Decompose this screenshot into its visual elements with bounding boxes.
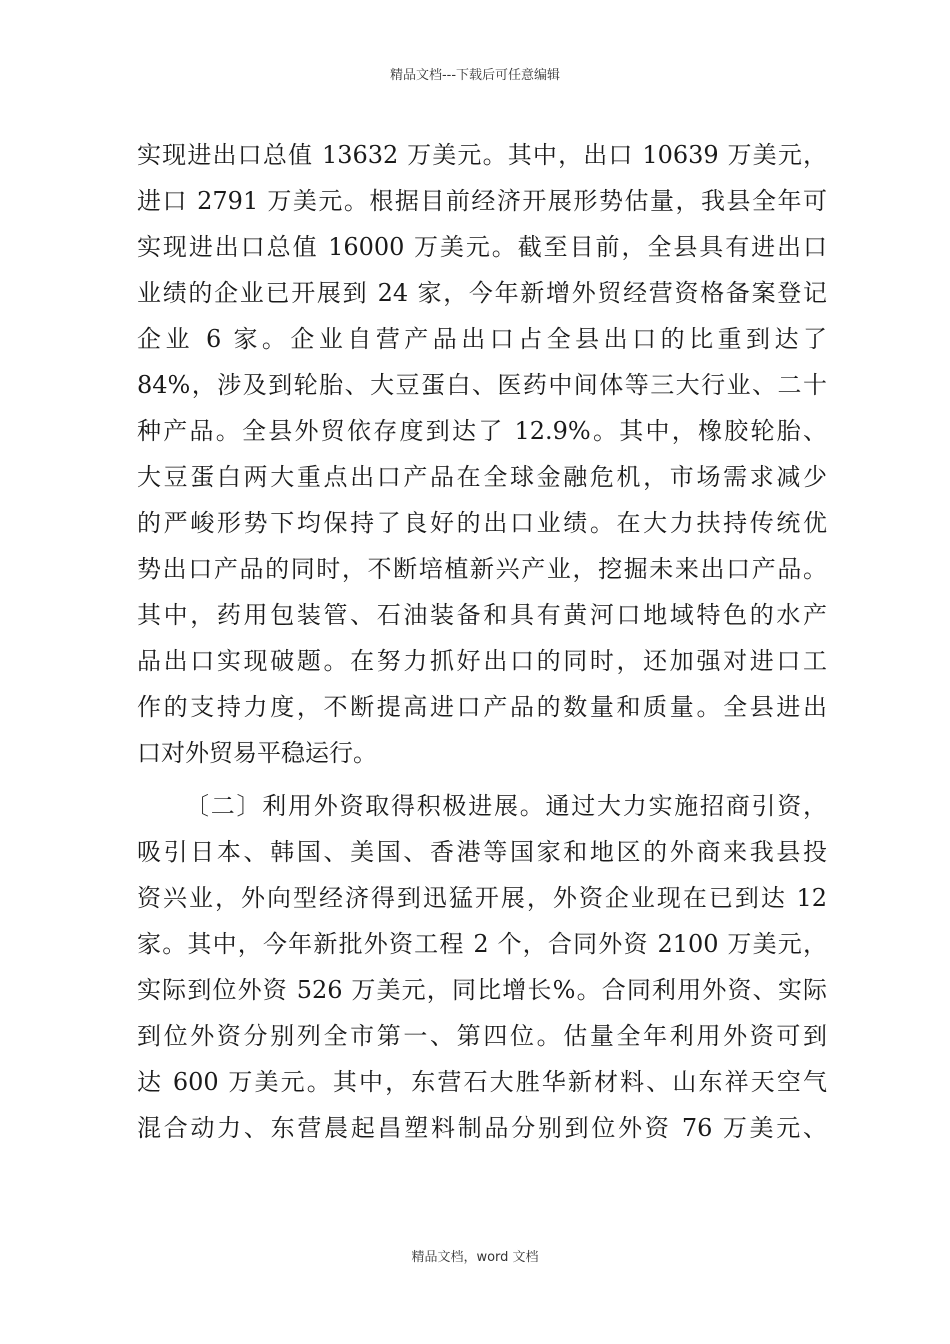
body-line: 业绩的企业已开展到 24 家，今年新增外贸经营资格备案登记 xyxy=(137,279,827,307)
body-line: 资兴业，外向型经济得到迅猛开展，外资企业现在已到达 12 xyxy=(137,884,827,912)
body-line: 大豆蛋白两大重点出口产品在全球金融危机，市场需求减少 xyxy=(137,463,827,491)
body-line: 实现进出口总值 13632 万美元。其中，出口 10639 万美元， xyxy=(137,141,827,169)
body-line: 势出口产品的同时，不断培植新兴产业，挖掘未来出口产品。 xyxy=(137,555,827,583)
body-line: 实现进出口总值 16000 万美元。截至目前，全县具有进出口 xyxy=(137,233,827,261)
body-line: 的严峻形势下均保持了良好的出口业绩。在大力扶持传统优 xyxy=(137,509,827,537)
body-line: 企业 6 家。企业自营产品出口占全县出口的比重到达了 xyxy=(137,325,827,353)
body-line: 其中，药用包装管、石油装备和具有黄河口地域特色的水产 xyxy=(137,601,827,629)
page-header: 精品文档---下载后可任意编辑 xyxy=(389,68,561,83)
body-line: 吸引日本、韩国、美国、香港等国家和地区的外商来我县投 xyxy=(137,838,827,866)
body-line: 84%，涉及到轮胎、大豆蛋白、医药中间体等三大行业、二十 xyxy=(137,371,827,399)
body-line: 进口 2791 万美元。根据目前经济开展形势估量，我县全年可 xyxy=(137,187,827,215)
body-line: 家。其中，今年新批外资工程 2 个，合同外资 2100 万美元， xyxy=(137,930,827,958)
body-line: 口对外贸易平稳运行。 xyxy=(137,739,377,767)
body-line: 种产品。全县外贸依存度到达了 12.9%。其中，橡胶轮胎、 xyxy=(137,417,827,445)
paragraph-start-line: 〔二〕利用外资取得积极进展。通过大力实施招商引资， xyxy=(185,792,827,820)
body-line: 品出口实现破题。在努力抓好出口的同时，还加强对进口工 xyxy=(137,647,827,675)
page-footer: 精品文档，word 文档 xyxy=(411,1250,539,1265)
body-line: 实际到位外资 526 万美元，同比增长%。合同利用外资、实际 xyxy=(137,976,827,1004)
body-line: 作的支持力度，不断提高进口产品的数量和质量。全县进出 xyxy=(137,693,827,721)
body-line: 到位外资分别列全市第一、第四位。估量全年利用外资可到 xyxy=(137,1022,827,1050)
body-line: 混合动力、东营晨起昌塑料制品分别到位外资 76 万美元、 xyxy=(137,1114,827,1142)
body-line: 达 600 万美元。其中，东营石大胜华新材料、山东祥天空气 xyxy=(137,1068,827,1096)
document-body xyxy=(137,132,827,1151)
